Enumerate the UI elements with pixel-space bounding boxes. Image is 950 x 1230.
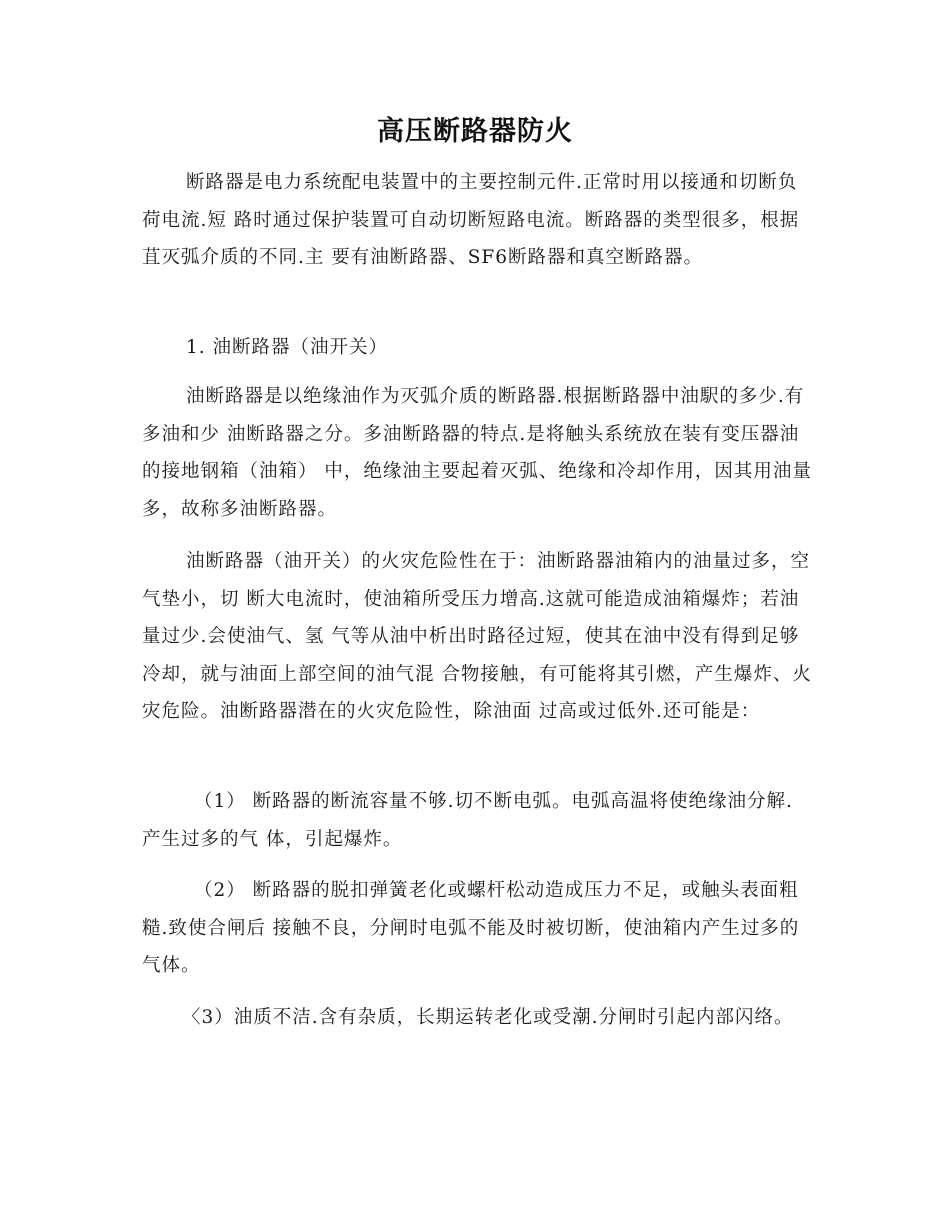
hazard-item-1: （1） 断路器的断流容量不够.切不断电弧。电弧高温将使绝缘油分解.产生过多的气 体，引起爆炸。 (142, 791, 793, 850)
document-title: 高压断路器防火 (377, 116, 573, 147)
intro-paragraph: 断路器是电力系统配电装置中的主要控制元件.正常时用以接通和切断负荷电流.短 路时通过保护装置可自动切断短路电流。断路器的类型很多，根据苴灭弧介质的不同.主 要有油断路器、SF6断路器和真空断路器。 (142, 172, 800, 268)
hazard-item-3: 〈3）油质不洁.含有杂质，长期运转老化或受潮.分闸时引起内部闪络。 (182, 1007, 794, 1028)
oil-breaker-description-paragraph: 油断路器是以绝缘油作为灭弧介质的断路器.根据断路器中油駅的多少.有多油和少 油断路器之分。多油断路器的特点.是将触头系统放在装有变压器油的接地钢箱（油箱） 中，绝缘油主要起着灭弧、绝缘和冷却作用，因其用油量多，故称多油断路器。 (142, 386, 812, 520)
fire-hazard-paragraph: 油断路器（油开关）的火灾危险性在于：油断路器油箱内的油量过多，空气垫小，切 断大电流时，使油箱所受压力增高.这就可能造成油箱爆炸；若油量过少.会使油气、氢 气等从油中析出时路径过短，使其在油中没有得到足够冷却，就与油面上部空间的油气混 合物接触，有可能将其引燃，产生爆炸、火灾危险。油断路器潜在的火灾危险性，除油面 过高或过低外.还可能是： (142, 551, 812, 722)
hazard-item-2: （2） 断路器的脱扣弹簧老化或螺杆松动造成压力不足，或触头表面粗糙.致使合闸后 接触不良，分闸时电弧不能及时被切断，使油箱内产生过多的气体。 (142, 880, 800, 976)
section-heading-oil-breaker: 1. 油断路器（油开关） (186, 337, 389, 358)
